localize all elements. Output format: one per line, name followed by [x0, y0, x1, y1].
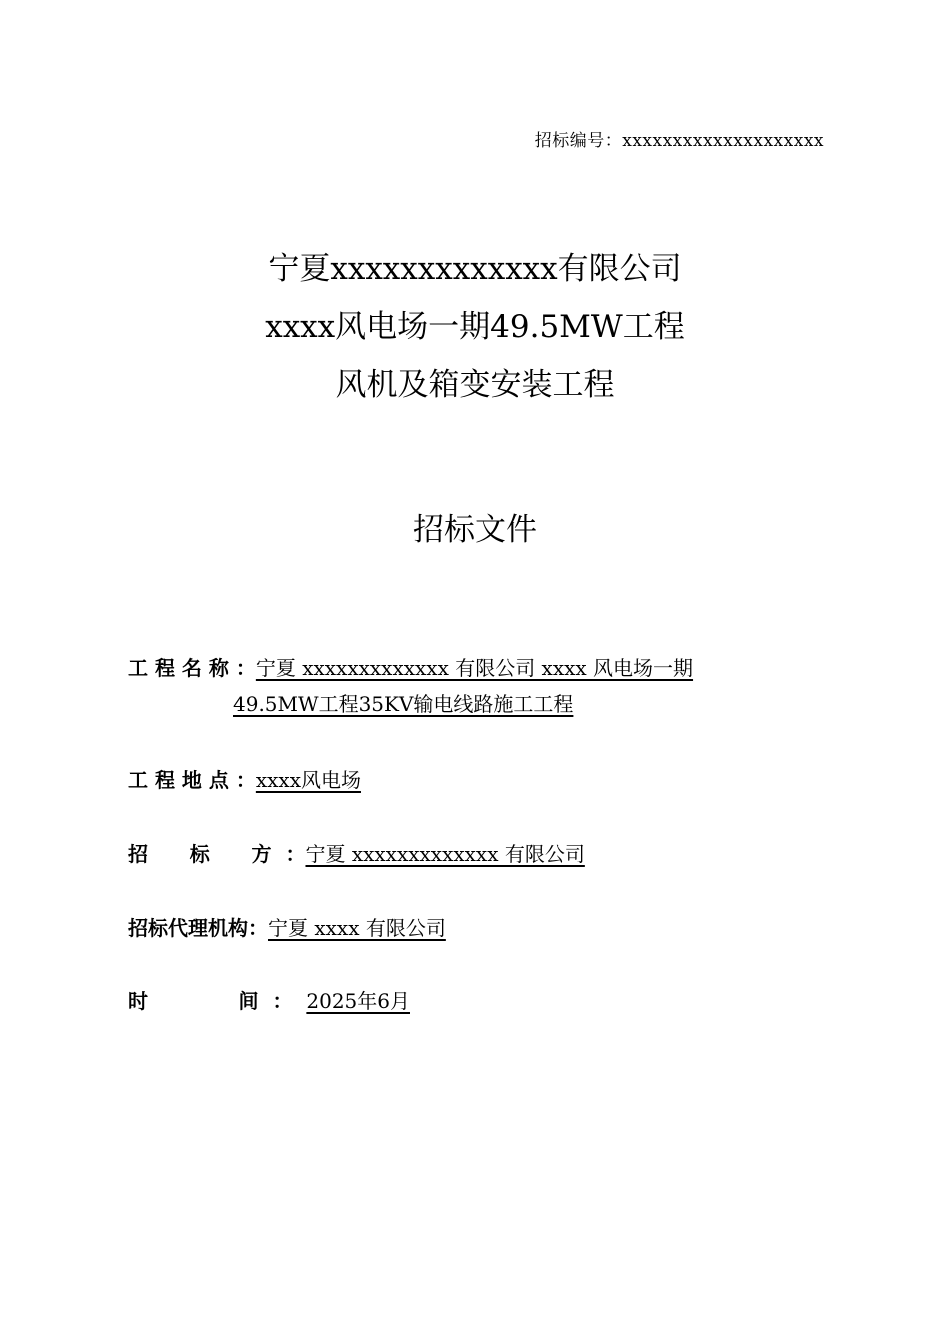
- title-line-project: xxxx风电场一期49.5MW工程: [265, 309, 685, 345]
- project-site-label: 工 程 地 点 ：: [128, 768, 256, 792]
- agency-value: 宁夏 xxxx 有限公司: [268, 916, 446, 940]
- project-name-row: [128, 650, 828, 722]
- time-value: 2025年6月: [306, 989, 410, 1013]
- project-site-row: [128, 762, 828, 798]
- time-label: 时 间 ：: [128, 989, 307, 1013]
- title-line-scope: 风机及箱变安装工程: [335, 367, 615, 403]
- tenderer-value: 宁夏 xxxxxxxxxxxxx 有限公司: [305, 842, 585, 866]
- title-line-company: 宁夏xxxxxxxxxxxxx有限公司: [268, 251, 682, 287]
- project-site-value: xxxx风电场: [255, 768, 361, 792]
- agency-label: 招标代理机构：: [128, 916, 268, 940]
- document-title: [0, 240, 950, 414]
- tenderer-row: [128, 836, 828, 872]
- tenderer-label: 招 标 方 ：: [128, 842, 306, 866]
- project-name-value-continued: 49.5MW工程35KV输电线路施工工程: [233, 692, 574, 716]
- project-name-label: 工 程 名 称 ：: [128, 656, 256, 680]
- bid-number-value: xxxxxxxxxxxxxxxxxxxx: [622, 131, 824, 151]
- document-type: 招标文件: [413, 512, 537, 548]
- agency-row: [128, 910, 828, 946]
- bid-number: [535, 126, 824, 151]
- project-name-value: 宁夏 xxxxxxxxxxxxx 有限公司 xxxx 风电场一期: [255, 656, 694, 680]
- time-row: [128, 983, 828, 1019]
- bid-number-label: 招标编号：: [534, 131, 623, 151]
